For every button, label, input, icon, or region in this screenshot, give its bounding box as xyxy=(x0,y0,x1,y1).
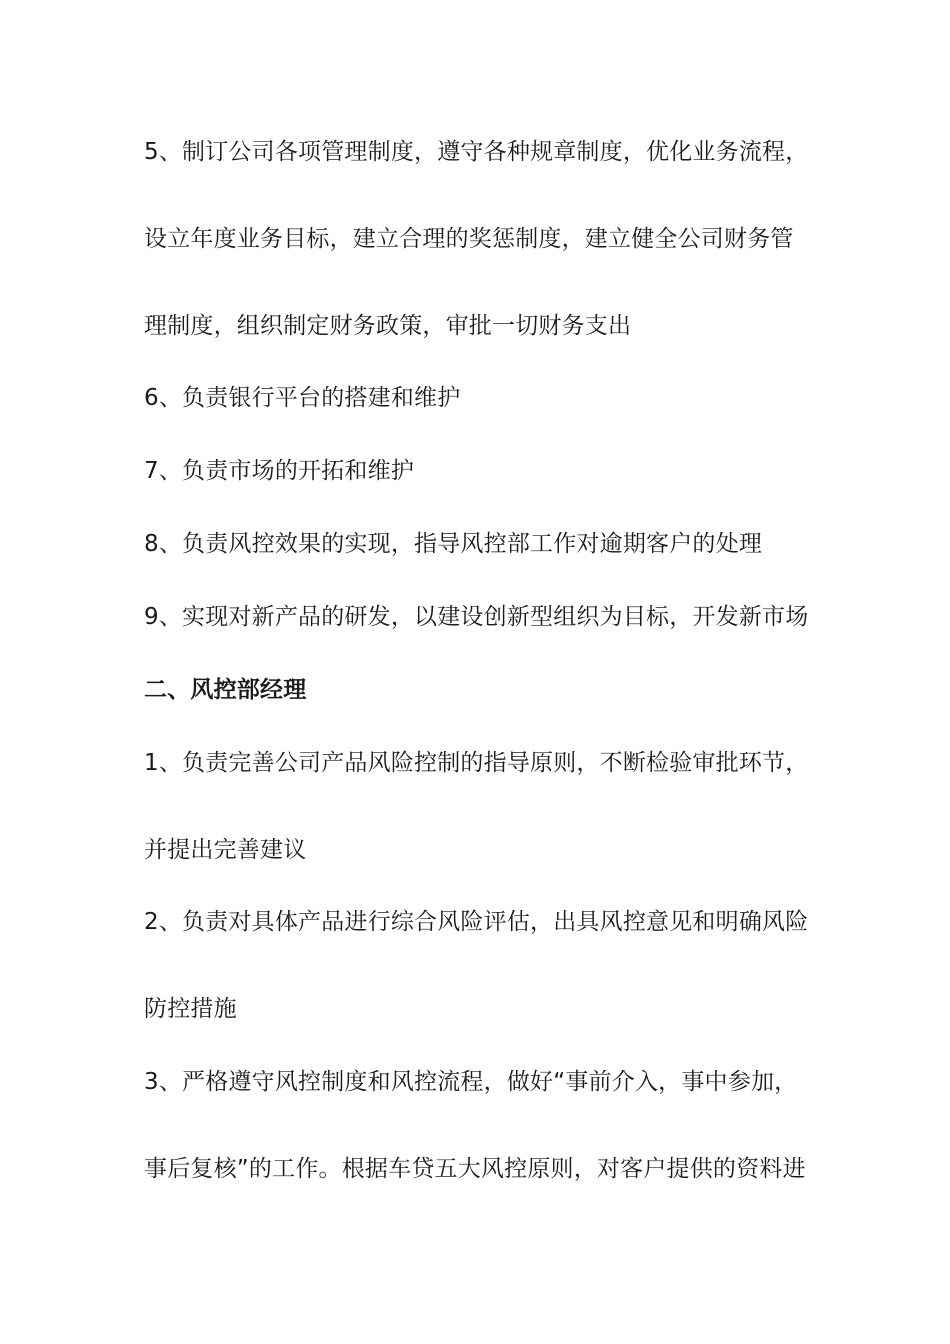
list-item: 7、负责市场的开拓和维护 xyxy=(144,458,415,484)
paragraph-line: 5、制订公司各项管理制度，遵守各种规章制度，优化业务流程， xyxy=(144,139,809,165)
list-item: 6、负责银行平台的搭建和维护 xyxy=(144,385,461,411)
list-item: 8、负责风控效果的实现，指导风控部工作对逾期客户的处理 xyxy=(144,531,763,557)
section-heading: 二、风控部经理 xyxy=(144,677,307,703)
list-item: 9、实现对新产品的研发，以建设创新型组织为目标，开发新市场 xyxy=(144,604,809,630)
paragraph-line: 事后复核”的工作。根据车贷五大风控原则，对客户提供的资料进 xyxy=(144,1156,806,1182)
paragraph-line: 理制度，组织制定财务政策，审批一切财务支出 xyxy=(144,313,632,339)
paragraph-line: 设立年度业务目标，建立合理的奖惩制度，建立健全公司财务管 xyxy=(144,226,794,252)
paragraph-line: 并提出完善建议 xyxy=(144,837,307,863)
paragraph-line: 3、严格遵守风控制度和风控流程，做好“事前介入，事中参加， xyxy=(144,1069,798,1095)
paragraph-line: 1、负责完善公司产品风险控制的指导原则，不断检验审批环节， xyxy=(144,750,809,776)
paragraph-line: 2、负责对具体产品进行综合风险评估，出具风控意见和明确风险 xyxy=(144,909,809,935)
paragraph-line: 防控措施 xyxy=(144,996,237,1022)
